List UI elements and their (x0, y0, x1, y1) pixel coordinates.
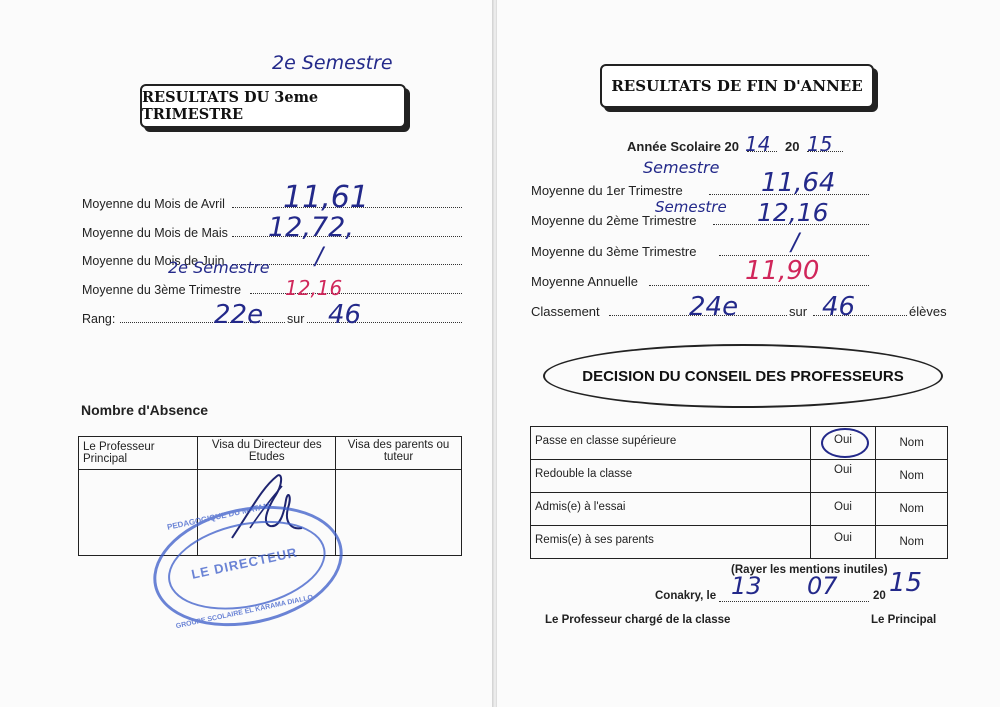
row-mai-value: 12,72, (268, 212, 354, 243)
row3-value: / (791, 228, 800, 256)
row1-label: Moyenne du 1er Trimestre (531, 183, 683, 198)
decision-oui-2: Oui (810, 493, 876, 526)
classement-value: 24e (689, 292, 739, 322)
visa-header-prof: Le Professeur Principal (79, 437, 198, 470)
visa-header-parents: Visa des parents ou tuteur (336, 437, 462, 470)
left-title: RESULTATS DU 3eme TRIMESTRE (140, 84, 406, 128)
school-year-2: 15 (807, 132, 833, 156)
date-month: 07 (807, 572, 838, 600)
left-page (0, 0, 493, 707)
school-year-label: Année Scolaire 20 (627, 139, 739, 154)
oui-circle-mark (821, 428, 869, 458)
row2-value: 12,16 (757, 198, 829, 227)
decision-label-1: Redouble la classe (531, 460, 811, 493)
row-juin-label: Moyenne du Mois de Juin (82, 254, 225, 268)
place-label: Conakry, le (655, 590, 717, 602)
date-year: 15 (889, 568, 923, 598)
row-juin-value: / (315, 242, 324, 270)
rank-label: Rang: (82, 312, 116, 326)
row2-label: Moyenne du 2ème Trimestre (531, 213, 697, 228)
row2-annotation: Semestre (655, 198, 727, 216)
row1-annotation: Semestre (643, 158, 720, 177)
decision-label-3: Remis(e) à ses parents (531, 526, 811, 559)
decision-oui-0 (810, 427, 876, 460)
row-avril-label: Moyenne du Mois de Avril (82, 197, 225, 211)
decision-oui-0-text: Oui (834, 434, 852, 446)
classement-sur: sur (789, 304, 808, 319)
decision-non-3: Nom (876, 526, 948, 559)
classement-total: 46 (822, 292, 856, 322)
row-avril-value: 11,61 (283, 180, 369, 215)
year-prefix: 20 (873, 590, 886, 602)
annual-value: 11,90 (745, 256, 820, 286)
stamp-center: LE DIRECTEUR (189, 544, 299, 582)
title-annotation: 2e Semestre (272, 52, 393, 74)
decision-non-2: Nom (876, 493, 948, 526)
decision-label-0: Passe en classe supérieure (531, 427, 811, 460)
rank-value: 22e (214, 300, 264, 330)
school-year-1: 14 (745, 132, 771, 156)
decision-table (530, 426, 948, 559)
row1-value: 11,64 (761, 168, 836, 198)
stamp-ring-top: PEDAGOGIQUE DU MATAM (166, 501, 271, 532)
decision-oui-3: Oui (810, 526, 876, 559)
rank-total: 46 (328, 300, 362, 330)
prof-label: Le Professeur chargé de la classe (545, 614, 731, 626)
row-trim-label: Moyenne du 3ème Trimestre (82, 283, 242, 297)
right-title: RESULTATS DE FIN D'ANNEE (600, 64, 874, 108)
decision-title: DECISION DU CONSEIL DES PROFESSEURS (543, 344, 943, 408)
school-year-sep: 20 (785, 139, 800, 154)
row-trim-annotation: 2e Semestre (168, 258, 270, 277)
row3-label: Moyenne du 3ème Trimestre (531, 244, 697, 259)
row-mai-label: Moyenne du Mois de Mais (82, 226, 228, 240)
classement-label: Classement (531, 304, 600, 319)
classement-suffix: élèves (909, 304, 947, 319)
stamp-ring-bottom: GROUPE SCOLAIRE EL KARAMA DIALLO (175, 594, 314, 631)
rank-sur: sur (287, 312, 305, 326)
decision-non-1: Nom (876, 460, 948, 493)
decision-label-2: Admis(e) à l'essai (531, 493, 811, 526)
right-page (497, 0, 1000, 707)
annual-label: Moyenne Annuelle (531, 274, 638, 289)
rayer-note: (Rayer les mentions inutiles) (731, 564, 888, 576)
row-trim-value: 12,16 (285, 276, 343, 300)
visa-header-director: Visa du Directeur des Etudes (198, 437, 336, 470)
date-day: 13 (731, 572, 762, 600)
decision-oui-1: Oui (810, 460, 876, 493)
decision-non-0: Nom (876, 427, 948, 460)
principal-label: Le Principal (871, 614, 937, 626)
absence-title: Nombre d'Absence (81, 402, 209, 418)
